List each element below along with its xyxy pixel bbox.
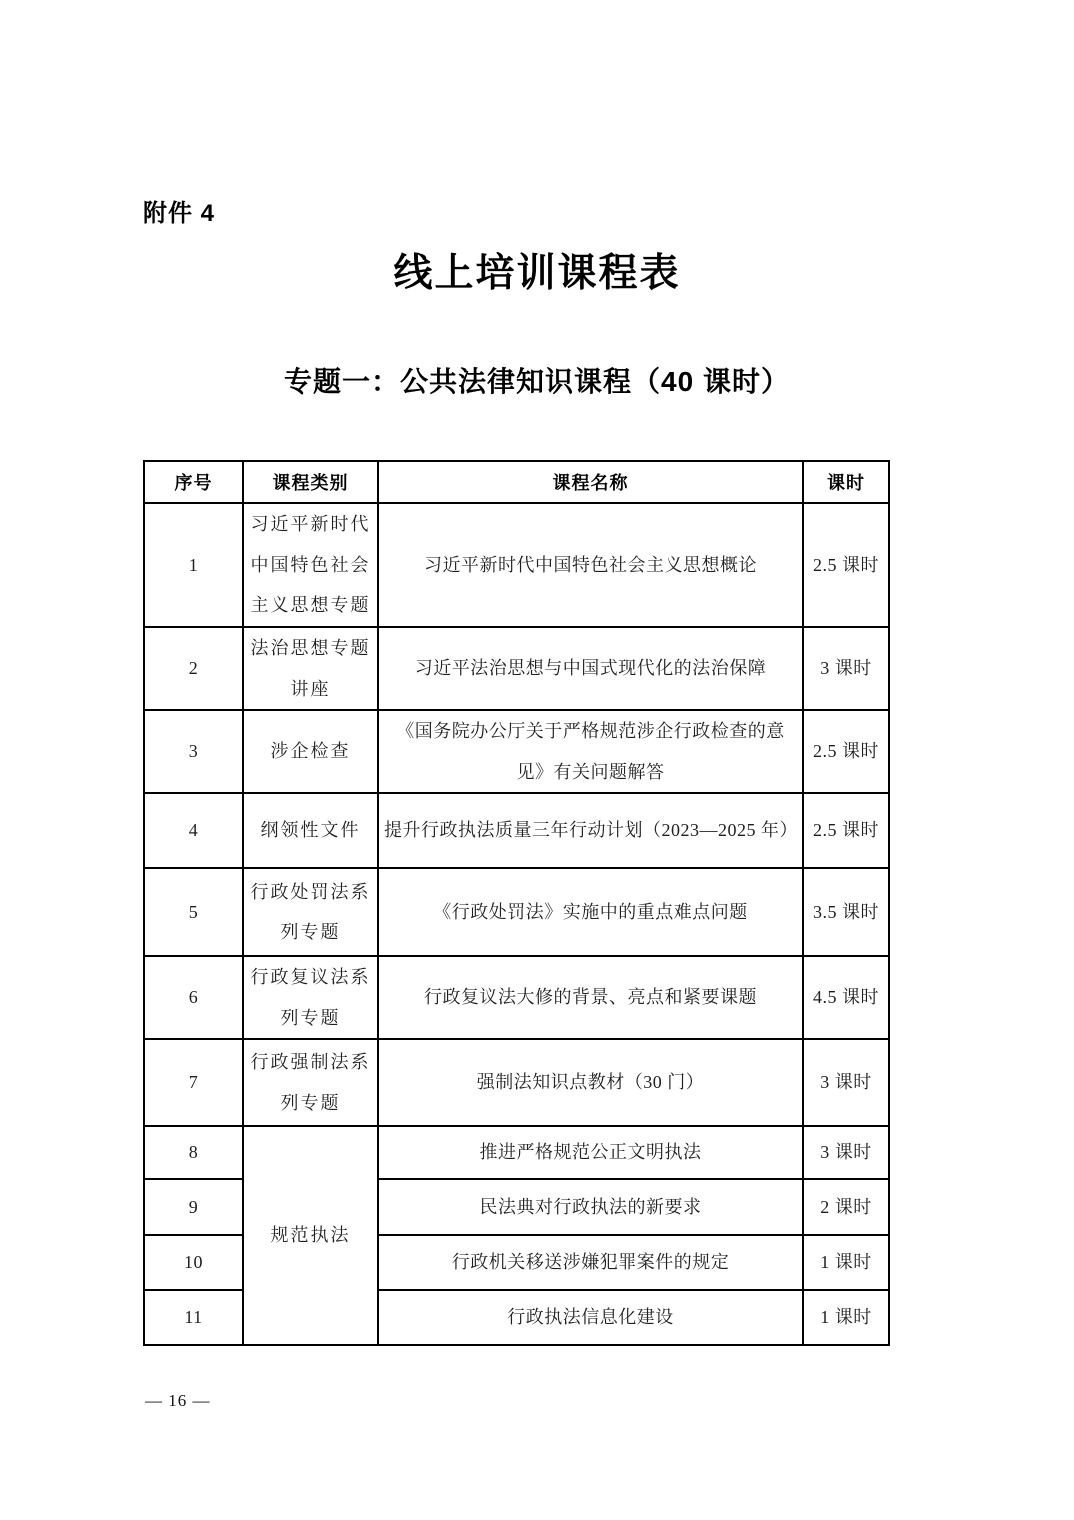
course-name-cell: 行政执法信息化建设: [378, 1290, 803, 1345]
table-row: [144, 503, 889, 627]
course-hours-cell: 2.5 课时: [803, 503, 889, 627]
course-name-cell: 行政复议法大修的背景、亮点和紧要课题: [378, 956, 803, 1039]
course-category-cell: 习近平新时代中国特色社会主义思想专题: [243, 503, 378, 627]
header-cell-name: 课程名称: [378, 461, 803, 503]
table-header-row: [144, 461, 889, 503]
course-category-cell: 涉企检查: [243, 710, 378, 793]
course-category-cell: 行政处罚法系列专题: [243, 868, 378, 956]
table-row: [144, 793, 889, 868]
course-category-cell: 规范执法: [243, 1126, 378, 1345]
row-number-cell: 10: [144, 1235, 243, 1290]
course-hours-cell: 2.5 课时: [803, 793, 889, 868]
page-number: — 16 —: [145, 1391, 211, 1410]
course-hours-cell: 4.5 课时: [803, 956, 889, 1039]
attachment-label: 附件 4: [143, 200, 216, 227]
row-number-cell: 5: [144, 868, 243, 956]
course-name-cell: 强制法知识点教材（30 门）: [378, 1039, 803, 1126]
section-subtitle: 专题一：公共法律知识课程（40 课时）: [284, 366, 790, 397]
course-hours-cell: 3 课时: [803, 1126, 889, 1179]
table-row: [144, 868, 889, 956]
course-category-cell: 纲领性文件: [243, 793, 378, 868]
course-name-cell: 推进严格规范公正文明执法: [378, 1126, 803, 1179]
header-cell-number: 序号: [144, 461, 243, 503]
course-name-cell: 习近平新时代中国特色社会主义思想概论: [378, 503, 803, 627]
header-cell-hours: 课时: [803, 461, 889, 503]
table-row: [144, 1126, 889, 1179]
course-table: [143, 460, 890, 1346]
course-category-cell: 法治思想专题讲座: [243, 627, 378, 710]
row-number-cell: 9: [144, 1179, 243, 1235]
course-category-cell: 行政复议法系列专题: [243, 956, 378, 1039]
course-hours-cell: 3 课时: [803, 1039, 889, 1126]
course-category-cell: 行政强制法系列专题: [243, 1039, 378, 1126]
course-name-cell: 民法典对行政执法的新要求: [378, 1179, 803, 1235]
row-number-cell: 1: [144, 503, 243, 627]
course-name-cell: 提升行政执法质量三年行动计划（2023—2025 年）: [378, 793, 803, 868]
table-row: [144, 956, 889, 1039]
row-number-cell: 4: [144, 793, 243, 868]
row-number-cell: 3: [144, 710, 243, 793]
row-number-cell: 2: [144, 627, 243, 710]
course-hours-cell: 2 课时: [803, 1179, 889, 1235]
table-row: [144, 1039, 889, 1126]
course-hours-cell: 2.5 课时: [803, 710, 889, 793]
row-number-cell: 7: [144, 1039, 243, 1126]
course-hours-cell: 1 课时: [803, 1290, 889, 1345]
course-name-cell: 习近平法治思想与中国式现代化的法治保障: [378, 627, 803, 710]
row-number-cell: 6: [144, 956, 243, 1039]
row-number-cell: 8: [144, 1126, 243, 1179]
table-row: [144, 710, 889, 793]
header-cell-category: 课程类别: [243, 461, 378, 503]
table-row: [144, 627, 889, 710]
course-name-cell: 《行政处罚法》实施中的重点难点问题: [378, 868, 803, 956]
course-hours-cell: 1 课时: [803, 1235, 889, 1290]
course-hours-cell: 3.5 课时: [803, 868, 889, 956]
course-name-cell: 《国务院办公厅关于严格规范涉企行政检查的意见》有关问题解答: [378, 710, 803, 793]
course-name-cell: 行政机关移送涉嫌犯罪案件的规定: [378, 1235, 803, 1290]
course-hours-cell: 3 课时: [803, 627, 889, 710]
page-title: 线上培训课程表: [393, 252, 681, 295]
row-number-cell: 11: [144, 1290, 243, 1345]
